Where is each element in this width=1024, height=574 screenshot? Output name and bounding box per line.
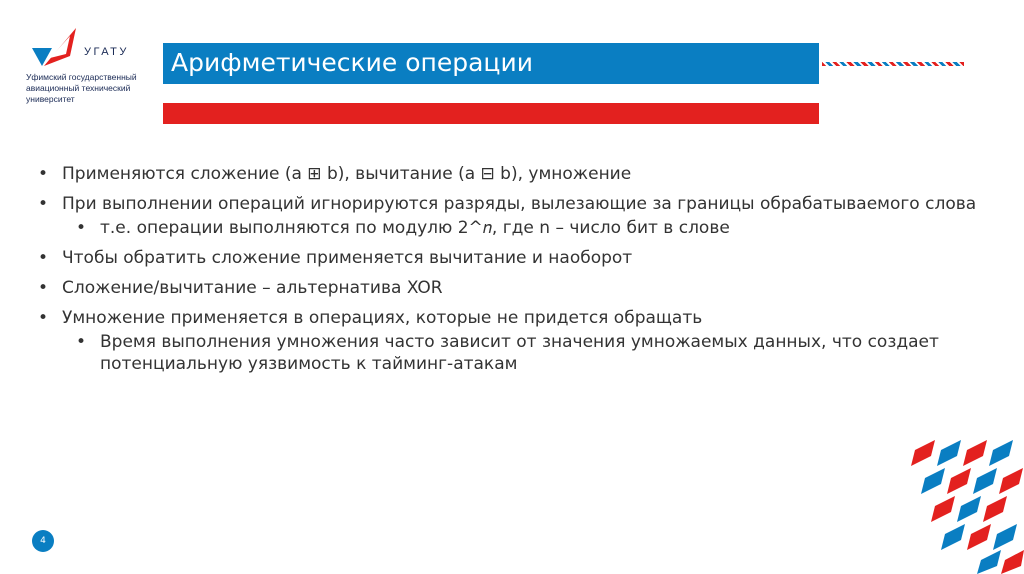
title-bar xyxy=(163,43,819,84)
university-name-line-2: авиационный технический xyxy=(26,83,131,93)
ugatu-emblem-icon xyxy=(30,26,78,68)
slide-content xyxy=(38,163,988,383)
university-name-line-3: университет xyxy=(26,94,75,104)
slide-title: Арифметические операции xyxy=(171,48,533,77)
bullet-item: • Чтобы обратить сложение применяется вычитание и наоборот xyxy=(38,247,988,269)
logo-abbreviation: УГАТУ xyxy=(84,46,129,58)
bullet-item: • При выполнении операций игнорируются разряды, вылезающие за границы обрабатываемого слова xyxy=(38,193,988,215)
university-name-line-1: Уфимский государственный xyxy=(26,72,137,82)
bullet-item: • Умножение применяется в операциях, которые не придется обращать xyxy=(38,307,988,329)
university-name xyxy=(26,72,166,105)
decorative-flags-icon xyxy=(905,432,1024,574)
bullet-item: • Сложение/вычитание – альтернатива XOR xyxy=(38,277,988,299)
decorative-stripe-line xyxy=(822,62,964,66)
page-number: 4 xyxy=(32,530,54,552)
sub-bullet-item: • Время выполнения умножения часто зависит от значения умножаемых данных, что создает потенциальную уязвимость к тайминг-атакам xyxy=(76,331,988,375)
red-accent-bar xyxy=(163,103,819,124)
sub-bullet-item: • т.е. операции выполняются по модулю 2^𝑛, где n – число бит в слове xyxy=(76,217,988,239)
university-logo xyxy=(26,24,166,114)
bullet-item: • Применяются сложение (a ⊞ b), вычитание (a ⊟ b), умножение xyxy=(38,163,988,185)
